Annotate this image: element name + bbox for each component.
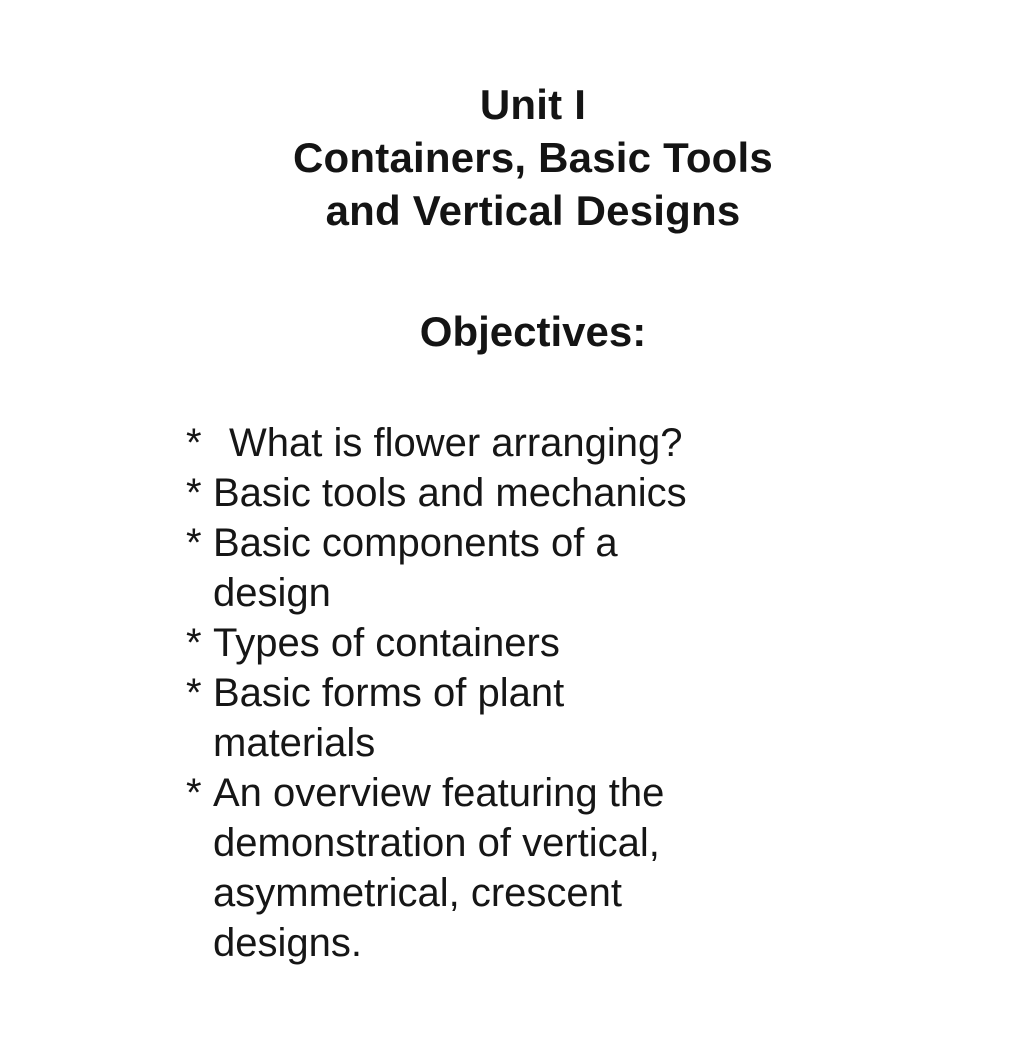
objective-line: Basic forms of plant (213, 671, 565, 715)
objective-text (213, 418, 826, 468)
objective-line: What is flower arranging? (229, 421, 683, 465)
bullet-marker: * (186, 771, 202, 815)
bullet-marker: * (186, 671, 202, 715)
objective-line: Types of containers (213, 621, 560, 665)
subtitle-line-1: Containers, Basic Tools (293, 134, 773, 181)
objective-item-tools-mechanics (186, 468, 826, 518)
objective-line: Basic components of a (213, 521, 618, 565)
objectives-heading: Objectives: (419, 308, 647, 355)
objective-item-container-types (186, 618, 826, 668)
bullet-marker: * (186, 471, 202, 515)
objective-text (213, 768, 826, 968)
bullet-marker: * (186, 621, 202, 665)
objective-text (213, 518, 826, 618)
bullet-marker: * (186, 521, 202, 565)
objective-text (213, 468, 826, 518)
objective-text (213, 668, 826, 768)
bullet-marker: * (186, 421, 202, 465)
objectives-list (186, 418, 826, 968)
objective-line: materials (213, 721, 376, 765)
objective-item-plant-forms (186, 668, 826, 768)
objective-line: An overview featuring the (213, 771, 665, 815)
objective-item-design-components (186, 518, 826, 618)
objective-line: demonstration of vertical, (213, 821, 660, 865)
title-block (200, 78, 866, 237)
objective-item-flower-arranging (186, 418, 826, 468)
objective-item-overview-demonstration (186, 768, 826, 968)
objective-line: design (213, 571, 331, 615)
objective-text (213, 618, 826, 668)
objective-line: asymmetrical, crescent (213, 871, 622, 915)
unit-title: Unit I (479, 81, 587, 128)
subtitle-line-2: and Vertical Designs (325, 187, 741, 234)
objective-line: Basic tools and mechanics (213, 471, 687, 515)
objective-line: designs. (213, 921, 362, 965)
